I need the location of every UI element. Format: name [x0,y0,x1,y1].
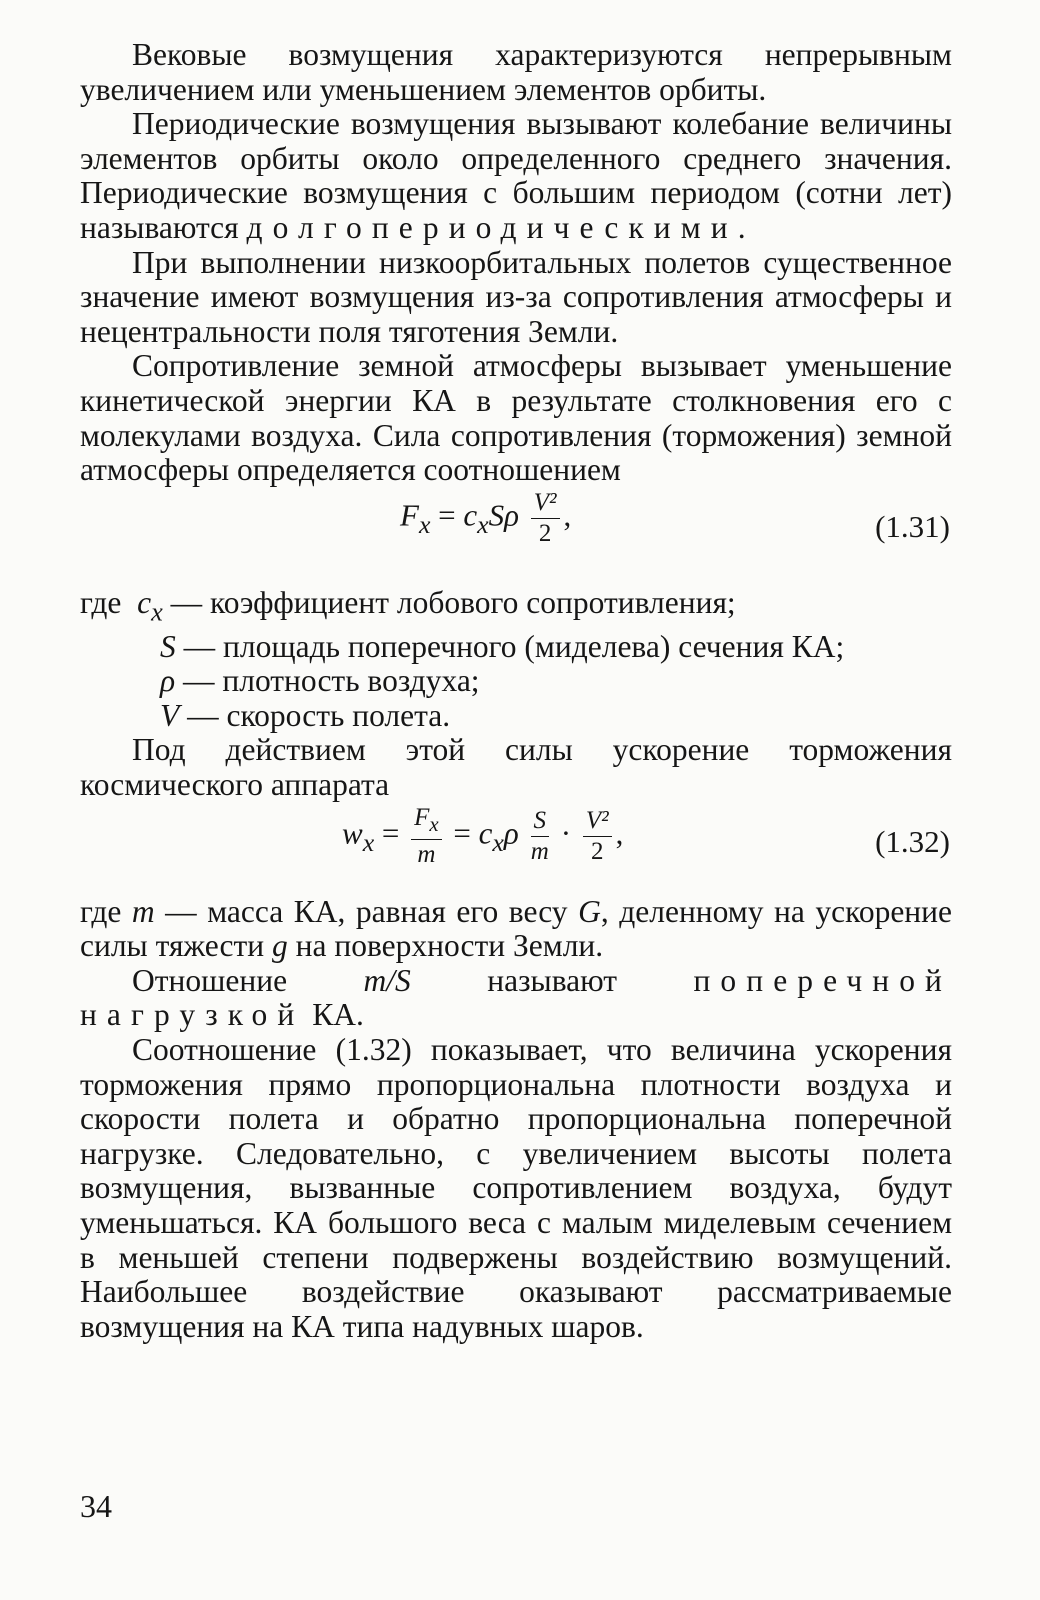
paragraph-atmospheric-drag: Сопротивление земной атмосферы вызывает уменьшение кинетической энергии КА в результате столкновения его с молекулами воздуха. Сила сопротивления (торможения) земной атмосферы определяется соотношением [80,348,952,488]
fraction-denominator: m [530,837,549,865]
paragraph-text: на поверхности Земли. [287,928,604,964]
force-subscript: x [429,811,439,836]
ratio-symbol: m/S [363,962,411,998]
fraction-numerator [411,803,442,840]
fraction-numerator: V² [531,488,560,519]
body-text [80,38,952,1344]
coefficient-subscript: x [492,827,504,857]
force-symbol: F [414,803,430,831]
spaced-term: долгопериодическими [246,209,738,245]
definition-symbol: S [160,628,176,664]
paragraph-deceleration: Под действием этой силы ускорение торможения космического аппарата [80,732,952,802]
definition-text: — скорость полета. [179,697,451,733]
definition-lead: где [80,584,122,620]
coefficient-symbol: c [478,815,493,851]
definition-symbol: ρ [160,663,176,699]
formula-lhs-subscript: x [362,827,375,857]
formula-lhs-subscript: x [418,509,431,539]
mass-symbol: m [131,893,155,929]
fraction-denominator: 2 [591,837,604,865]
fraction-v-squared-over-2 [583,806,612,867]
formula-expression [400,488,571,549]
paragraph-cross-load [80,964,952,1033]
definition-cx [80,586,952,630]
formula-comma: , [615,815,624,851]
definition-v [80,699,952,734]
fraction-v-squared-over-2 [531,488,560,549]
definition-text: — площадь поперечного (миделева) сечения КА; [175,628,845,664]
coefficient-subscript: x [477,509,489,539]
formula-1-31 [80,488,952,580]
paragraph-low-orbit: При выполнении низкоорбитальных полетов существенное значение имеют возмущения из-за сопротивления атмосферы и нецентральности поля тяготения Земли. [80,244,952,349]
equals-sign: = [453,815,471,851]
paragraph-periodic-perturbations [80,107,952,245]
paragraph-text: называют [410,962,694,998]
page-number: 34 [80,1488,112,1524]
definition-symbol: c [137,584,152,620]
formula-lhs: F [400,497,419,533]
gravity-symbol: g [272,928,288,964]
definition-text: — плотность воздуха; [175,663,480,699]
definition-s [80,630,952,665]
area-density-symbols: Sρ [488,497,520,533]
equation-number: (1.31) [875,508,950,544]
formula-1-32 [80,803,952,895]
fraction-numerator: S [531,806,550,837]
definition-symbol: V [160,697,180,733]
punctuation: . [737,209,746,245]
definition-text: — коэффициент лобового сопротивления; [162,584,736,620]
paragraph-text: — масса КА, равная его весу [154,893,579,929]
paragraph-conclusion: Соотношение (1.32) показывает, что величина ускорения торможения прямо пропорциональна плотности воздуха и скорости полета и обратно пропорциональна поперечной нагрузке. Следовательно, с увеличением высоты полета возмущения, вызванные сопротивлением воздуха, будут уменьшаться. КА большого веса с малым миделевым сечением в меньшей степени подвержены воздействию возмущений. Наибольшее воздействие оказывают рассматриваемые возмущения на КА типа надувных шаров. [80,1031,952,1344]
multiplication-dot: · [560,815,572,851]
fraction-numerator: V² [583,806,612,837]
definition-subscript: x [151,597,163,627]
fraction-denominator: m [417,840,436,868]
paragraph-text: Отношение [132,962,364,998]
coefficient-symbol: c [463,497,478,533]
paragraph-text: , деленному на ускорение силы тяжести [80,893,952,964]
paragraph-text: где [80,893,132,929]
paragraph-mass-definition [80,895,952,964]
weight-symbol: G [578,893,601,929]
spaced-term: поперечной нагрузкой [80,962,952,1033]
equals-sign: = [381,815,400,851]
formula-lhs: w [342,815,363,851]
paragraph-secular-perturbations: Вековые возмущения характеризуются непрерывным увеличением или уменьшением элементов орбиты. [80,37,952,107]
fraction-area-over-mass [531,806,550,867]
definitions-list [80,586,952,734]
paragraph-text: Периодические возмущения вызывают колебание величины элементов орбиты около определенного среднего значения. Периодические возмущения с большим периодом (сотни лет) называются [80,106,952,245]
formula-comma: , [563,497,572,533]
formula-expression [342,803,623,870]
fraction-force-over-mass [411,803,442,870]
definition-rho [80,664,952,699]
fraction-denominator: 2 [538,519,552,547]
density-symbol: ρ [503,815,519,851]
equation-number: (1.32) [875,823,950,859]
paragraph-text: КА. [304,997,364,1033]
equals-sign: = [438,497,456,533]
